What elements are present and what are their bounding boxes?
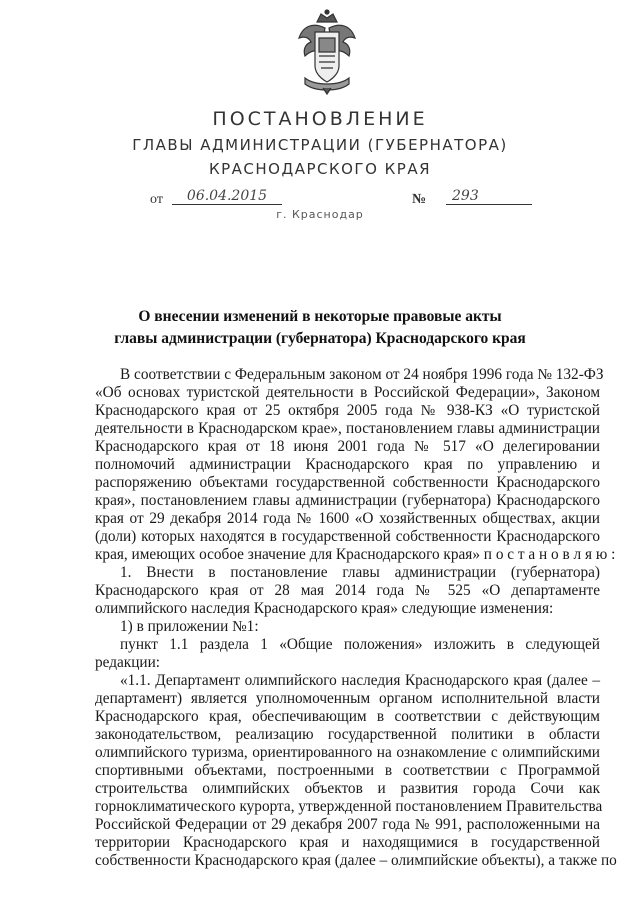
- body-line: Краснодарского края от 28 мая 2014 года № 525 «О департаменте: [95, 582, 600, 599]
- region-heading: КРАСНОДАРСКОГО КРАЯ: [208, 160, 432, 178]
- body-line: полномочий администрации Краснодарского края по управлению и: [95, 456, 600, 473]
- body-line: законодательством, реализацию государственной политики в области: [95, 726, 600, 743]
- document-title-line-2: главы администрации (губернатора) Краснодарского края: [114, 330, 526, 347]
- body-line: Краснодарского края, обеспечивающим в соответствии с действующим: [95, 708, 600, 725]
- body-line: «Об основах туристской деятельности в Российской Федерации», Законом: [95, 384, 600, 401]
- body-line: олимпийского наследия Краснодарского края» следующие изменения:: [95, 600, 554, 617]
- body-line: редакции:: [95, 654, 161, 671]
- body-line: края, имеющих особое значение для Краснодарского края» п о с т а н о в л я ю :: [95, 546, 616, 563]
- body-line: В соответствии с Федеральным законом от 24 ноября 1996 года № 132-ФЗ: [120, 366, 604, 383]
- body-line: Краснодарского края от 18 июня 2001 года № 517 «О делегировании: [95, 438, 600, 455]
- document-number: 293: [446, 188, 532, 205]
- body-line: Российской Федерации от 29 декабря 2007 года № 991, расположенными на: [95, 816, 600, 833]
- body-line: горноклиматического курорта, утвержденной постановлением Правительства: [95, 798, 603, 815]
- body-line: олимпийского туризма, ориентированного на ознакомление с олимпийскими: [95, 744, 600, 761]
- document-type-heading: ПОСТАНОВЛЕНИЕ: [212, 108, 428, 130]
- body-line: края», постановлением главы администрации (губернатора) Краснодарского: [95, 492, 600, 509]
- number-sign: №: [412, 192, 427, 207]
- body-line: спортивными объектами, построенными в соответствии с Программой: [95, 762, 600, 779]
- document-title-line-1: О внесении изменений в некоторые правовые акты: [138, 308, 502, 325]
- body-line: пункт 1.1 раздела 1 «Общие положения» изложить в следующей: [120, 636, 600, 653]
- body-line: 1) в приложении №1:: [120, 618, 259, 635]
- body-line: «1.1. Департамент олимпийского наследия Краснодарского края (далее –: [120, 672, 600, 689]
- coat-of-arms-icon: [295, 8, 359, 96]
- body-line: (доли) которых находятся в государственной собственности Краснодарского: [95, 528, 600, 545]
- date-prefix: от: [150, 192, 163, 207]
- issuer-heading: ГЛАВЫ АДМИНИСТРАЦИИ (ГУБЕРНАТОРА): [132, 136, 508, 154]
- body-line: распоряжению объектами государственной собственности Краснодарского: [95, 474, 600, 491]
- body-line: Краснодарского края от 25 октября 2005 года № 938-КЗ «О туристской: [95, 402, 600, 419]
- document-date: 06.04.2015: [172, 188, 282, 205]
- body-line: территории Краснодарского края и находящимися в государственной: [95, 834, 600, 851]
- body-line: 1. Внести в постановление главы администрации (губернатора): [120, 564, 600, 581]
- body-line: края от 29 декабря 2014 года № 1600 «О хозяйственных обществах, акции: [95, 510, 600, 527]
- body-line: департамент) является уполномоченным органом исполнительной власти: [95, 690, 600, 707]
- city-label: г. Краснодар: [276, 208, 364, 221]
- body-line: собственности Краснодарского края (далее – олимпийские объекты), а также по: [95, 852, 617, 869]
- body-line: строительства олимпийских объектов и развития города Сочи как: [95, 780, 600, 797]
- body-line: деятельности в Краснодарском крае», постановлением главы администрации: [95, 420, 600, 437]
